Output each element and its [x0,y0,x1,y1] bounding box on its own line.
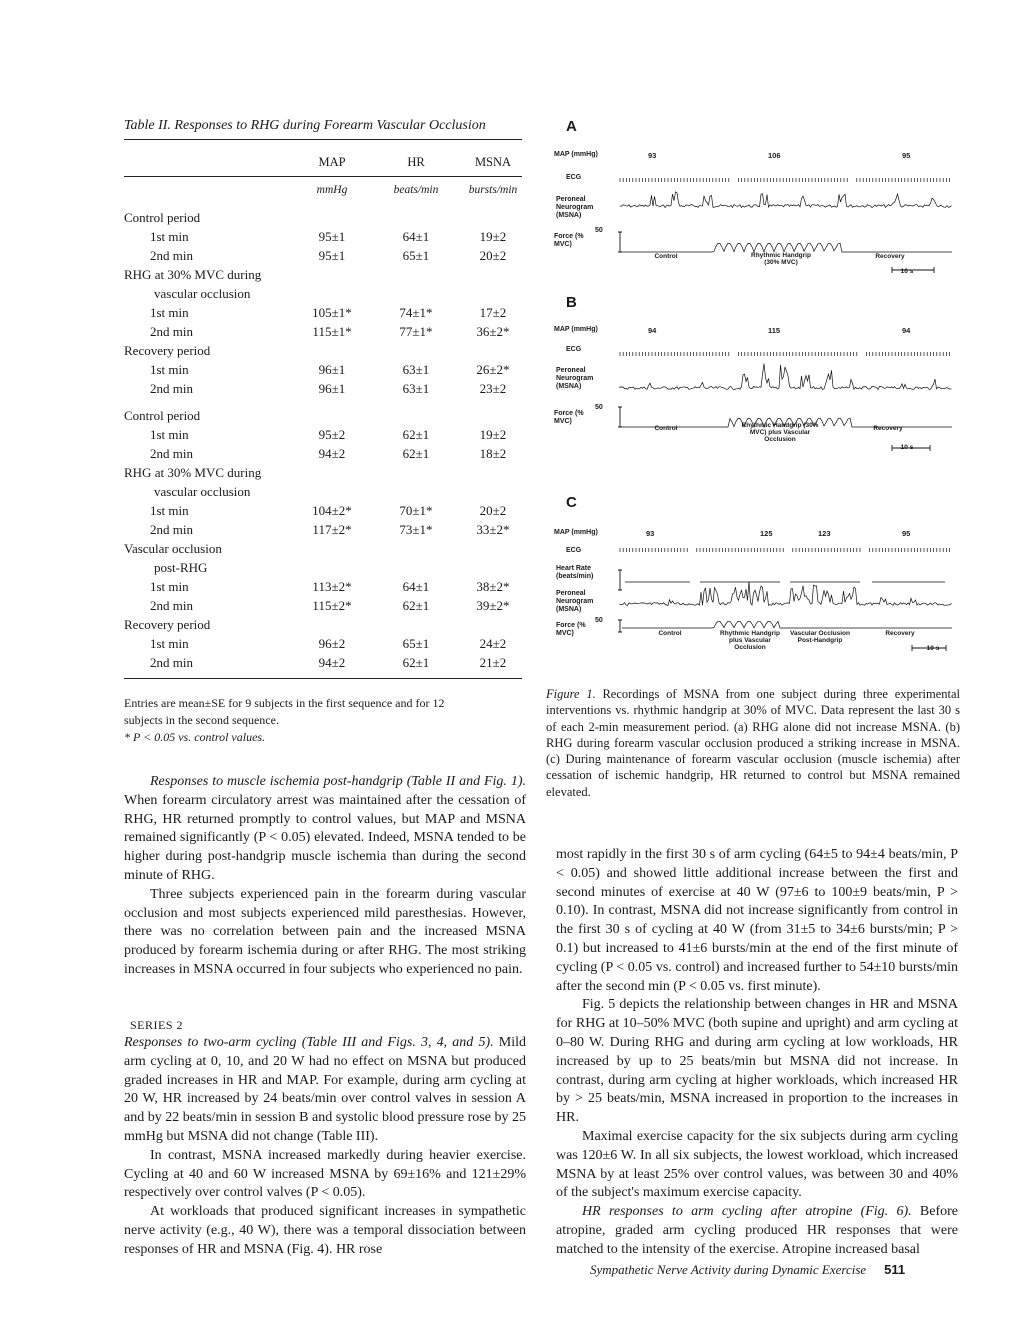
cell-msna: 20±2 [479,248,507,263]
row-label: vascular occlusion [154,286,251,301]
cell-map: 96±1 [318,381,346,396]
fig5-paragraph: Fig. 5 depicts the relationship between changes in HR and MSNA for RHG at 10–50% MVC (both supine and upright) and arm cycling at 0–80 W. During RHG and during arm cycling at low workloads, HR increased by up to 25 beats/min but MSNA did not increase. In contrast, during arm cycling at higher workloads, which increased HR by > 25 beats/min, MSNA increased in proportion to the increases in HR. [556,997,958,1126]
row-label: Control period [124,210,201,225]
dissociation-paragraph: At workloads that produced significant increases in sympathetic nerve activity (e.g., 40 W), there was a temporal dissociation between responses of HR and MSNA (Fig. 4). HR rose [124,1204,526,1257]
page-number: 511 [884,1262,906,1277]
unit-map: mmHg [316,184,348,196]
cycling-section [124,1034,526,1260]
right-column-text [556,846,958,1260]
map-value: 94 [902,326,911,335]
row-label: 2nd min [150,522,193,537]
cell-map: 115±1* [312,324,352,339]
cell-msna: 38±2* [476,579,510,594]
col-head-hr: HR [407,155,425,169]
trace-label: ECG [566,346,582,353]
cell-hr: 64±1 [402,229,430,244]
scale-bracket [618,407,622,427]
time-bar [892,445,930,451]
panel-letter: B [566,294,577,311]
force-trace [622,621,952,628]
cell-map: 95±1 [318,229,346,244]
cell-hr: 65±1 [402,248,430,263]
neurogram-trace [620,582,952,606]
map-value: 93 [646,529,655,538]
force-scale: 50 [595,617,603,624]
cell-map: 104±2* [312,503,352,518]
ischemia-paragraph: When forearm circulatory arrest was maintained after the cessation of RHG, HR returned promptly to control values, but MAP and MSNA remained significantly (P < 0.05) elevated. Indeed, MSNA tended to be higher during post-handgrip muscle ischemia than during the second minute of RHG. [124,792,526,883]
cell-hr: 62±1 [402,446,430,461]
row-label: vascular occlusion [154,484,251,499]
col-head-msna: MSNA [474,155,512,169]
cell-map: 113±2* [312,579,352,594]
scale-bar-label: 10 s [900,268,914,275]
cell-hr: 62±1 [402,655,430,670]
scale-bracket [618,620,622,632]
map-value: 93 [648,151,657,160]
phase-label: Rhythmic Handgrip (30% MVC) [751,252,811,266]
row-label: Recovery period [124,343,211,358]
row-label: 1st min [150,305,189,320]
ecg-trace [620,352,950,356]
neurogram-trace [620,364,952,390]
cell-msna: 17±2 [479,305,507,320]
row-label: 1st min [150,229,189,244]
cell-hr: 64±1 [402,579,430,594]
map-value: 115 [768,326,781,335]
phase-label: Rhythmic Handgrip plus Vascular Occlusion [720,630,780,651]
cell-map: 105±1* [312,305,352,320]
map-value: 106 [768,151,781,160]
pain-paragraph: Three subjects experienced pain in the forearm during vascular occlusion and most subjects experienced mild paresthesias. However, there was no correlation between pain and the increased MSNA produced by forearm ischemia during or after RHG. The most striking increases in MSNA occurred in four subjects who experienced no pain. [124,886,526,977]
cell-hr: 62±1 [402,427,430,442]
atropine-paragraph: Before atropine, graded arm cycling produced HR responses that were matched to the intensity of the exercise. Atropine increased basal [556,1204,958,1257]
running-title: Sympathetic Nerve Activity during Dynamic Exercise [590,1262,867,1277]
table-footnote [124,695,524,746]
time-bar [912,645,946,651]
row-label: 2nd min [150,655,193,670]
time-bar [892,267,934,273]
trace-label: Force (% MVC) [556,622,586,637]
cell-msna: 20±2 [479,503,507,518]
phase-label: Control [654,253,678,260]
atropine-heading: HR responses to arm cycling after atropine (Fig. 6). [582,1204,912,1220]
cycling-heading: Responses to two-arm cycling (Table III and Figs. 3, 4, and 5). [124,1035,494,1050]
cell-hr: 77±1* [399,324,433,339]
ecg-trace [620,548,950,552]
cell-msna: 19±2 [479,229,507,244]
cell-map: 95±1 [318,248,346,263]
figure-caption [546,686,960,800]
series-label: SERIES 2 [130,1018,184,1032]
cell-hr: 62±1 [402,598,430,613]
cell-msna: 21±2 [479,655,507,670]
map-label: MAP (mmHg) [554,151,598,158]
table-caption: Table II. Responses to RHG during Forearm Vascular Occlusion [124,118,486,133]
row-label: 2nd min [150,446,193,461]
unit-hr: beats/min [393,184,439,196]
phase-label: Rhythmic Handgrip (30% MVC) plus Vascular Occlusion [741,422,819,443]
row-label: 1st min [150,636,189,651]
cell-map: 117±2* [312,522,352,537]
panel-letter: A [566,118,577,135]
figure-caption-label: Figure 1. [546,687,596,701]
neurogram-trace [620,192,952,208]
trace-label: Peroneal Neurogram (MSNA) [556,367,594,390]
cell-msna: 19±2 [479,427,507,442]
phase-label: Control [658,630,682,637]
row-label: RHG at 30% MVC during [124,465,262,480]
cell-hr: 70±1* [399,503,433,518]
scale-bracket [618,232,622,252]
cell-map: 96±2 [318,636,346,651]
capacity-paragraph: Maximal exercise capacity for the six subjects during arm cycling was 120±6 W. In all six subjects, the lowest workload, which increased MSNA by at least 25% over control values, was between 30 and 40% of the subject's maximum exercise capacity. [556,1128,958,1201]
scale-bracket [618,570,622,590]
cell-msna: 39±2* [476,598,510,613]
msna-timing-paragraph: most rapidly in the first 30 s of arm cycling (64±5 to 94±4 beats/min, P < 0.05) and showed little additional increase between the first and second minutes of exercise at 40 W (97±6 to 100±9 beats/min, P > 0.10). In contrast, MSNA did not increase significantly from control in the first 30 s of cycling at 40 W (from 31±5 to 34±6 bursts/min; P > 0.1) but increased to 41±6 bursts/min at the end of the first minute of cycling (P < 0.05 vs. control) and increased further to 54±10 bursts/min after the second min (P < 0.05 vs. first minute). [556,847,958,994]
cell-msna: 18±2 [479,446,507,461]
row-label: post-RHG [154,560,208,575]
panel-letter: C [566,494,577,511]
force-trace [622,418,952,427]
cell-hr: 74±1* [399,305,433,320]
map-value: 94 [648,326,657,335]
row-label: 2nd min [150,598,193,613]
footnote-significance: * P < 0.05 vs. control values. [124,730,266,744]
cell-msna: 24±2 [479,636,507,651]
cell-msna: 23±2 [479,381,507,396]
trace-label: ECG [566,547,582,554]
row-label: 2nd min [150,324,193,339]
row-label: Control period [124,408,201,423]
map-value: 95 [902,529,911,538]
trace-label: ECG [566,174,582,181]
row-label: 1st min [150,362,189,377]
row-label: Vascular occlusion [124,541,222,556]
footnote-line: Entries are mean±SE for 9 subjects in the first sequence and for 12 [124,696,445,710]
cell-map: 94±2 [318,446,346,461]
force-scale: 50 [595,227,603,234]
col-head-map: MAP [318,155,346,169]
scale-bar-label: 10 s [900,444,914,451]
row-label: Recovery period [124,617,211,632]
unit-msna: bursts/min [468,184,518,196]
phase-label: Recovery [875,253,905,260]
map-label: MAP (mmHg) [554,326,598,333]
scale-bar-label: 10 s [926,645,940,652]
cell-map: 96±1 [318,362,346,377]
map-value: 125 [760,529,773,538]
cell-msna: 33±2* [476,522,510,537]
trace-label: Force (% MVC) [554,233,584,248]
cell-hr: 63±1 [402,362,430,377]
trace-label: Force (% MVC) [554,410,584,425]
cell-msna: 36±2* [476,324,510,339]
phase-label: Control [654,425,678,432]
map-value: 123 [818,529,831,538]
cell-map: 94±2 [318,655,346,670]
phase-label: Recovery [873,425,903,432]
row-label: 1st min [150,427,189,442]
ischemia-heading: Responses to muscle ischemia post-handgrip (Table II and Fig. 1). [150,774,526,789]
trace-label: Peroneal Neurogram (MSNA) [556,196,594,219]
cell-hr: 63±1 [402,381,430,396]
phase-label: Recovery [885,630,915,637]
cell-msna: 26±2* [476,362,510,377]
ischemia-section [124,773,526,980]
ecg-trace [620,178,950,182]
row-label: 2nd min [150,381,193,396]
map-value: 95 [902,151,911,160]
cycling-paragraph: Mild arm cycling at 0, 10, and 20 W had no effect on MSNA but produced graded increases in HR and MAP. For example, during arm cycling at 20 W, HR increased by 24 beats/min over control valves in session A and by 22 beats/min in session B and systolic blood pressure rose by 25 mmHg but MSNA did not change (Table III). [124,1035,526,1144]
cell-map: 95±2 [318,427,346,442]
row-label: RHG at 30% MVC during [124,267,262,282]
cell-map: 115±2* [312,598,352,613]
cell-hr: 65±1 [402,636,430,651]
trace-label: Heart Rate (beats/min) [556,565,594,580]
heavy-exercise-paragraph: In contrast, MSNA increased markedly during heavier exercise. Cycling at 40 and 60 W increased MSNA by 69±16% and 121±29% respectively over control valves (P < 0.05). [124,1147,526,1201]
row-label: 1st min [150,503,189,518]
force-scale: 50 [595,404,603,411]
phase-label: Vascular Occlusion Post-Handgrip [790,630,850,644]
figure-caption-text: Recordings of MSNA from one subject during three experimental interventions vs. rhythmic handgrip at 30% of MVC. Data represent the last 30 s of each 2-min measurement period. (a) RHG alone did not increase MSNA. (b) RHG during forearm vascular occlusion produced a striking increase in MSNA. (c) During maintenance of forearm vascular occlusion (muscle ischemia) after cessation of ischemic handgrip, HR returned to control but MSNA remained elevated. [546,687,960,799]
row-label: 2nd min [150,248,193,263]
map-label: MAP (mmHg) [554,529,598,536]
footnote-line: subjects in the second sequence. [124,713,279,727]
trace-label: Peroneal Neurogram (MSNA) [556,590,594,613]
row-label: 1st min [150,579,189,594]
cell-hr: 73±1* [399,522,433,537]
page-footer [590,1262,905,1278]
force-trace [622,243,952,252]
